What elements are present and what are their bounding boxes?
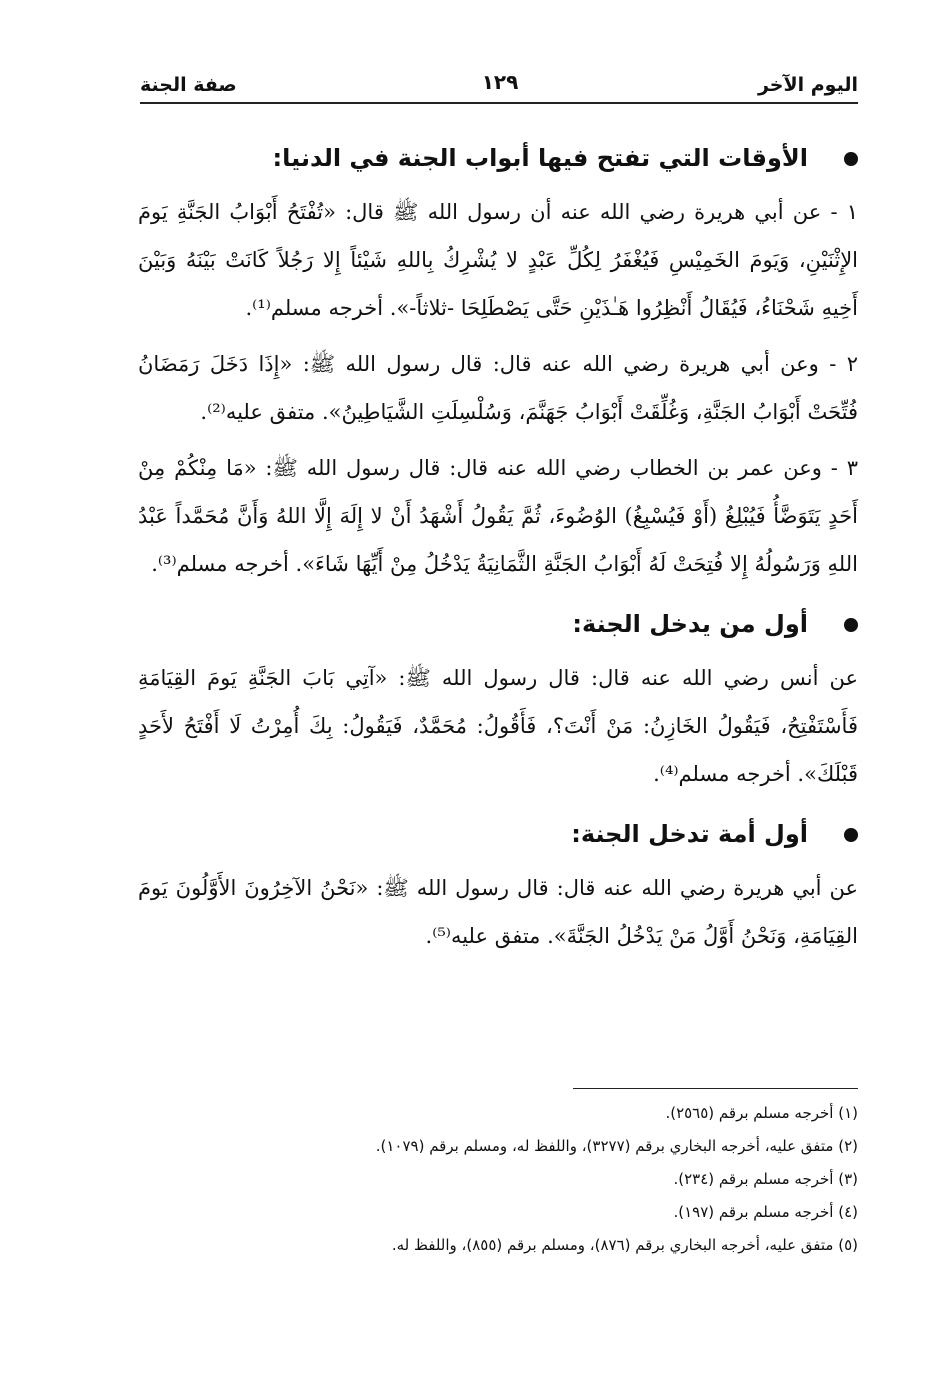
- hadith-paragraph: ٢ - وعن أبي هريرة رضي الله عنه قال: قال رسول الله ﷺ: «إِذَا دَخَلَ رَمَضَانُ فُتِّحَتْ أَبْوَابُ الجَنَّةِ، وَغُلِّقَتْ أَبْوَابُ جَهَنَّمَ، وَسُلْسِلَتِ الشَّيَاطِينُ». متفق عليه⁽²⁾.: [138, 352, 858, 424]
- bullet-icon: [844, 152, 858, 166]
- section-heading: [138, 820, 858, 848]
- hadith-paragraph: عن أبي هريرة رضي الله عنه قال: قال رسول الله ﷺ: «نَحْنُ الآخِرُونَ الأَوَّلُونَ يَومَ القِيَامَةِ، وَنَحْنُ أَوَّلُ مَنْ يَدْخُلُ الجَنَّةَ». متفق عليه⁽⁵⁾.: [138, 876, 858, 948]
- footnote: (٣) أخرجه مسلم برقم (٢٣٤).: [673, 1170, 858, 1188]
- section-heading-text: أول أمة تدخل الجنة:: [571, 820, 808, 848]
- footnote: (٤) أخرجه مسلم برقم (١٩٧).: [673, 1203, 858, 1221]
- footnote: (١) أخرجه مسلم برقم (٢٥٦٥).: [665, 1104, 858, 1122]
- footnote: (٥) متفق عليه، أخرجه البخاري برقم (٨٧٦)، ومسلم برقم (٨٥٥)، واللفظ له.: [391, 1236, 858, 1254]
- page-number: ١٢٩: [481, 70, 519, 94]
- section-heading-text: الأوقات التي تفتح فيها أبواب الجنة في الدنيا:: [272, 144, 808, 172]
- section-heading: [138, 610, 858, 638]
- hadith-paragraph: ٣ - وعن عمر بن الخطاب رضي الله عنه قال: قال رسول الله ﷺ: «مَا مِنْكُمْ مِنْ أَحَدٍ يَتَوَضَّأُ فَيُبْلِغُ (أَوْ فَيُسْبِغُ) الوُضُوءَ، ثُمَّ يَقُولُ أَشْهَدُ أَنْ لا إِلَهَ إِلَّا اللهُ وَأَنَّ مُحَمَّداً عَبْدُ اللهِ وَرَسُولُهُ إِلا فُتِحَتْ لَهُ أَبْوَابُ الجَنَّةِ الثَّمَانِيَةُ يَدْخُلُ مِنْ أَيِّهَا شَاءَ». أخرجه مسلم⁽³⁾.: [138, 456, 858, 576]
- header-chapter-title: صفة الجنة: [140, 74, 237, 96]
- main-content: [138, 130, 858, 960]
- section-heading: [138, 144, 858, 172]
- hadith-paragraph: عن أنس رضي الله عنه قال: قال رسول الله ﷺ: «آتِي بَابَ الجَنَّةِ يَومَ القِيَامَةِ فَأَسْتَفْتِحُ، فَيَقُولُ الخَازِنُ: مَنْ أَنْتَ؟، فَأَقُولُ: مُحَمَّدٌ، فَيَقُولُ: بِكَ أُمِرْتُ لَا أَفْتَحُ لأَحَدٍ قَبْلَكَ». أخرجه مسلم⁽⁴⁾.: [138, 666, 858, 786]
- section-first-to-enter: [138, 610, 858, 798]
- header-book-title: اليوم الآخر: [757, 74, 858, 96]
- section-heading-text: أول من يدخل الجنة:: [572, 610, 808, 638]
- section-first-nation: [138, 820, 858, 960]
- bullet-icon: [844, 828, 858, 842]
- footnotes: [138, 1088, 858, 1262]
- running-header: [140, 62, 858, 104]
- footnote-divider: [573, 1088, 858, 1089]
- section-gates-opening: [138, 144, 858, 588]
- footnote: (٢) متفق عليه، أخرجه البخاري برقم (٣٢٧٧)، واللفظ له، ومسلم برقم (١٠٧٩).: [375, 1137, 858, 1155]
- hadith-paragraph: ١ - عن أبي هريرة رضي الله عنه أن رسول الله ﷺ قال: «تُفْتَحُ أَبْوَابُ الجَنَّةِ يَومَ الإِثْنَيْنِ، وَيَومَ الخَمِيْسِ فَيُغْفَرُ لِكُلِّ عَبْدٍ لا يُشْرِكُ بِاللهِ شَيْئاً إِلا رَجُلاً كَانَتْ بَيْنَهُ وَبَيْنَ أَخِيهِ شَحْنَاءُ، فَيُقَالُ أَنْظِرُوا هَـٰذَيْنِ حَتَّى يَصْطَلِحَا -ثلاثاً-». أخرجه مسلم⁽¹⁾.: [138, 200, 858, 320]
- bullet-icon: [844, 618, 858, 632]
